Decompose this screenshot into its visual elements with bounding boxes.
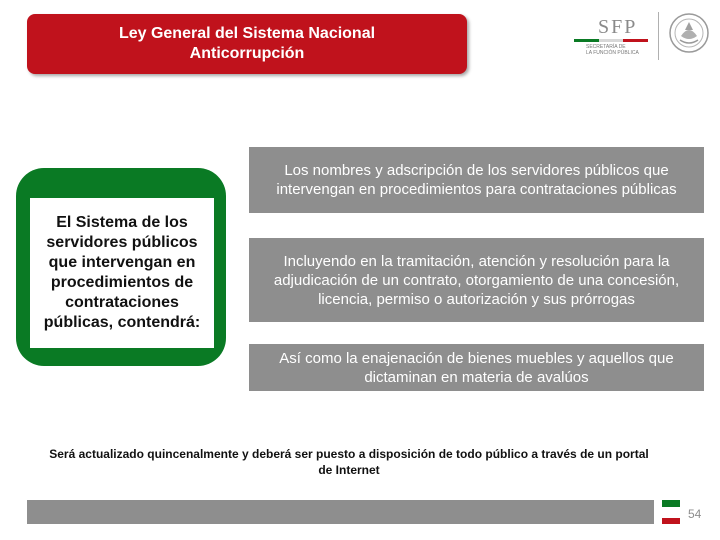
national-seal-icon	[668, 12, 710, 54]
slide-title-line1: Ley General del Sistema Nacional	[118, 25, 376, 42]
logo-divider	[658, 12, 659, 60]
footer-flag-green	[662, 500, 680, 507]
sfp-logo-subtitle	[586, 44, 639, 56]
content-item-1: Los nombres y adscripción de los servidores públicos que intervengan en procedimientos para contrataciones públicas	[249, 147, 704, 213]
page-number: 54	[688, 507, 702, 521]
sfp-logo	[570, 12, 715, 62]
content-item-3: Así como la enajenación de bienes muebles y aquellos que dictaminan en materia de avalúos	[249, 344, 704, 391]
flag-stripe-red	[623, 39, 648, 42]
flag-stripe-white	[599, 39, 624, 42]
content-item-2: Incluyendo en la tramitación, atención y resolución para la adjudicación de un contrato, otorgamiento de una concesión, licencia, permiso o autorización y sus prórrogas	[249, 238, 704, 322]
sfp-logo-subtitle-line2: LA FUNCIÓN PÚBLICA	[586, 50, 639, 56]
footer-bar	[27, 500, 654, 524]
slide-title-box	[27, 14, 467, 74]
slide-title-line2: Anticorrupción	[189, 45, 305, 62]
left-summary-text: El Sistema de los servidores públicos que intervengan en procedimientos de contrataciones públicas, contendrá:	[30, 198, 214, 348]
sfp-logo-subtitle-line1: SECRETARÍA DE	[586, 44, 626, 50]
flag-stripe	[574, 39, 648, 42]
footnote-text: Será actualizado quincenalmente y deberá ser puesto a disposición de todo público a través de un portal de Internet	[49, 447, 649, 477]
sfp-logo-text: SFP	[598, 16, 638, 38]
footer-flag-red	[662, 518, 680, 524]
flag-stripe-green	[574, 39, 599, 42]
